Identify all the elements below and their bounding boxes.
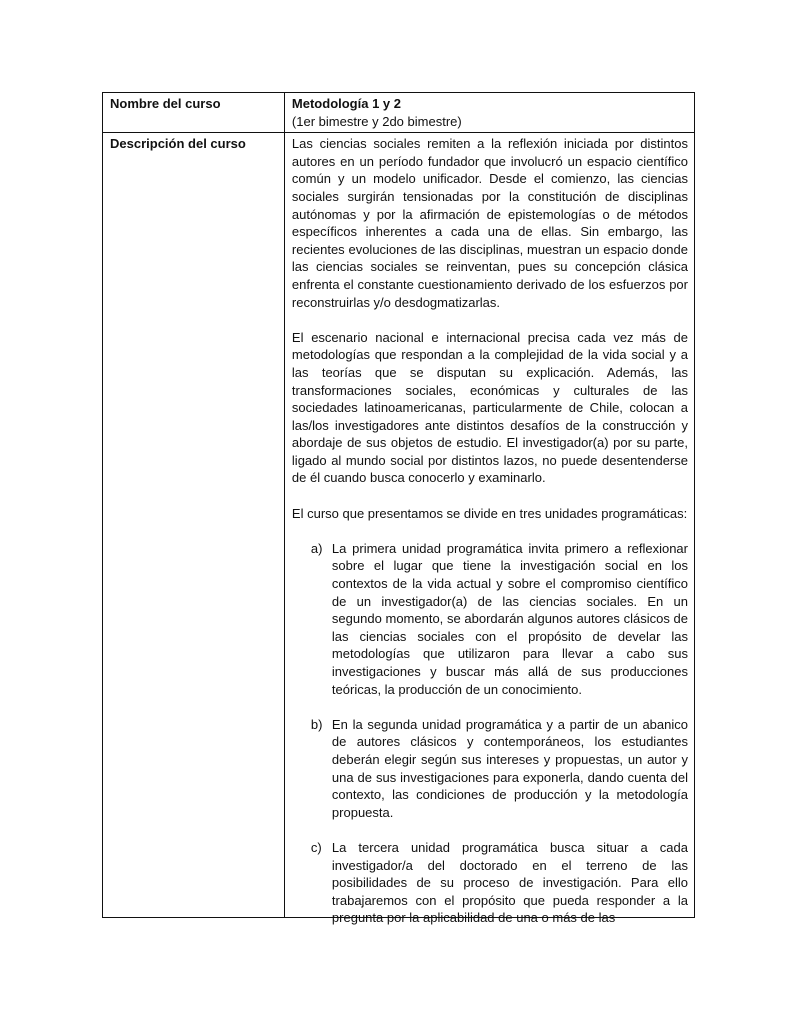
course-name-label: Nombre del curso [103, 93, 285, 133]
description-paragraph: El escenario nacional e internacional precisa cada vez más de metodologías que respondan a la complejidad de la vida social y a las teorías que se disputan su explicación. Además, las transformaciones sociales, económicas y culturales de las sociedades latinoamericanas, particularmente de Chile, colocan a las/los investigadores ante distintos desafíos de la construcción y abordaje de sus objetos de estudio. El investigador(a) por su parte, ligado al mundo social por distintos lazos, no puede desentenderse de él cuando busca conocerlo y examinarlo. [291, 329, 688, 486]
course-name-row [103, 93, 695, 133]
units-list [292, 540, 688, 927]
unit-text: La primera unidad programática invita primero a reflexionar sobre el lugar que tiene la investigación social en los contextos de la vida actual y sobre el compromiso científico de un investigador(a) de las ciencias sociales. En un segundo momento, se abordarán algunos autores clásicos de las ciencias sociales con el propósito de develar las metodologías que utilizaron para llevar a cabo sus investigaciones y buscar más allá de sus producciones teóricas, la producción de un conocimiento. [331, 540, 688, 697]
unit-marker: b) [310, 716, 323, 732]
unit-marker: c) [310, 839, 322, 855]
course-description-row [103, 133, 695, 918]
description-paragraph: Las ciencias sociales remiten a la reflexión iniciada por distintos autores en un período fundador que involucró un espacio científico común y un modelo unificador. Desde el comienzo, las ciencias sociales surgirán tensionadas por la constitución de disciplinas autónomas y por la afirmación de epistemologías o de métodos específicos inherentes a cada una de ellas. Sin embargo, las recientes evoluciones de las disciplinas, muestran un espacio donde las ciencias sociales se reinventan, pues su concepción clásica enfrenta el constante cuestionamiento derivado de los esfuerzos por reconstruirlas y/o desdogmatizarlas. [291, 136, 688, 310]
units-intro-paragraph: El curso que presentamos se divide en tres unidades programáticas: [291, 505, 688, 521]
unit-text: En la segunda unidad programática y a partir de un abanico de autores clásicos y contemporáneos, los estudiantes deberán elegir según sus intereses y propuestas, un autor y una de sus investigaciones para exponerla, dando cuenta del contexto, las condiciones de producción y la metodología propuesta. [331, 716, 688, 820]
unit-list-item [292, 839, 688, 927]
unit-text: La tercera unidad programática busca situar a cada investigador/a del doctorado en el terreno de las posibilidades de su proceso de investigación. Para ello trabajaremos con el propósito que pueda responder a la pregunta por la aplicabilidad de una o más de las [331, 839, 688, 926]
unit-list-item [292, 540, 688, 698]
course-name-cell [284, 93, 694, 133]
course-description-cell [284, 133, 694, 926]
course-name-subtitle: (1er bimestre y 2do bimestre) [291, 113, 462, 129]
course-name-value: Metodología 1 y 2 [291, 96, 401, 111]
unit-marker: a) [310, 540, 323, 556]
course-description-label: Descripción del curso [103, 133, 285, 918]
course-info-table [102, 92, 695, 926]
unit-list-item [292, 716, 688, 822]
